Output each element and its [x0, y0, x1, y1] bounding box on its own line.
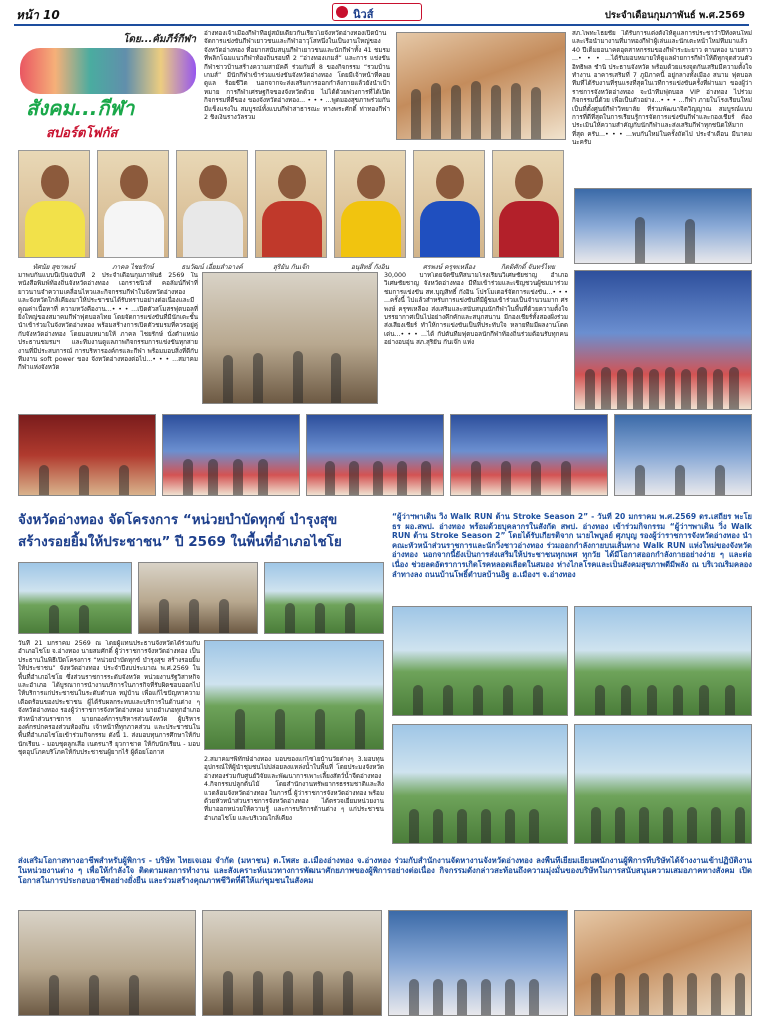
walk-run-photo-4: [574, 724, 752, 844]
news1-body-left: วันที่ 21 มกราคม 2569 ณ โดยผู้แทนประธานจังหวัดได้ร่วมกับ อำเภอไชโย จ.อ่างทอง นายสมศักดิ์ ผู้ว่าราชการจังหวัดอ่างทอง เป็นประธานในพิธีเปิดโครงการ “หน่วยบำบัดทุกข์ บำรุงสุข สร้างรอยยิ้มให้ประชาชน” จังหวัดอ่างทอง ประจำปีงบประมาณ พ.ศ.2569 ในพื้นที่อำเภอไชโย ซึ่งส่วนราชการระดับจังหวัด หน่วยงานรัฐวิสาหกิจ และอำเภอ ได้บูรณาการนำงานบริการในภารกิจที่รับผิดชอบออกไปให้บริการแก่ประชาชนในระดับตำบล หมู่บ้าน เพื่อแก้ไขปัญหาความเดือดร้อนของประชาชน ผู้ได้รับผลกระทบและบริการในด้านต่าง ๆ จังหวัดอ่างทอง รองผู้ว่าราชการจังหวัดอ่างทอง นายอำเภอทุกอำเภอ หัวหน้าส่วนราชการ นายกองค์การบริหารส่วนจังหวัด ผู้บริหารองค์กรปกครองส่วนท้องถิ่น เจ้าหน้าที่ทุกภาคส่วน และประชาชนในพื้นที่อำเภอไชโยเข้าร่วมกิจกรรม ดังนี้ 1. ส่งมอบทุนการศึกษาให้กับนักเรียน - มอบชุดลูกเสือ เนตรนารี ยุวกาชาด ให้กับนักเรียน - มอบชุดอุปโภคบริโภคให้กับประชาชนผู้ยากไร้ ผู้ด้อยโอกาส: [18, 640, 200, 757]
column-logo-box: [16, 30, 200, 144]
portrait-7: [492, 150, 564, 258]
event-photo-5: [614, 414, 752, 496]
column-subtitle: สปอร์ตโฟกัส: [46, 126, 118, 141]
portrait-1: [18, 150, 90, 258]
disability-visit-photo-1: [18, 910, 196, 1016]
event-photo-4: [450, 414, 608, 496]
walk-run-photo-2: [574, 606, 752, 716]
logo-emblem-icon: [336, 6, 348, 18]
portrait-name-3: ธนวัฒน์ เอี่ยมสำอางค์: [181, 263, 243, 271]
column-byline: โดย...คัมภีร์กีฬา: [123, 34, 196, 45]
portrait-3: [176, 150, 248, 258]
event-photo-1: [18, 414, 156, 496]
award-ceremony-photo: [396, 32, 566, 140]
news1-body-right: 2.สมาคมฯพิทักษ์อ่างทอง มอบของแก่ไซโยบ้านวัยต่างๆ 3.มอบทุนอุปกรณ์ให้ผู้นำชุมชนไปปล่อยลงแหล่งน้ำในพื้นที่ โดยประมงจังหวัดอ่างทองร่วมกับศูนย์วิจัยและพัฒนาการเพาะเลี้ยงสัตว์น้ำจืดอ่างทอง 4.กิจกรรมปลูกต้นไม้ โดยสำนักงานทรัพยากรธรรมชาติและสิ่งแวดล้อมจังหวัดอ่างทอง ในการนี้ ผู้ว่าราชการจังหวัดอ่างทอง พร้อมด้วยหัวหน้าส่วนราชการจังหวัดอ่างทอง ได้ตรวจเยี่ยมหน่วยงานที่มาออกหน่วยให้ความรู้ และการบริการด้านต่าง ๆ แก่ประชาชนอำเภอไชโย และบริเวณใกล้เคียง: [204, 756, 384, 822]
disability-visit-photo-3: [388, 910, 568, 1016]
meeting-room-photo: [202, 272, 378, 404]
walk-run-photo-1: [392, 606, 568, 716]
portrait-name-5: อนุสิทธิ์ กังอิน: [350, 263, 390, 271]
news2-headline: “ผู้ว่าฯพาเดิน วิ่ง Walk RUN ต้าน Stroke Season 2” - วันที่ 20 มกราคม พ.ศ.2569 ดร.เสถียร พะโยธร ผอ.สพป. อ่างทอง พร้อมด้วยบุคลากรในสังกัด สพป. อ่างทอง เข้าร่วมกิจกรรม “ผู้ว่าฯพาเดิน วิ่ง Walk RUN ต้าน Stroke Season 2” โดยได้รับเกียรติจาก นายไพบูลย์ ศุภบุญ รองผู้ว่าราชการจังหวัดอ่างทอง นำคณะหัวหน้าส่วนราชการและนักวิ่งชาวอ่างทอง ร่วมออกกำลังกายบนเส้นทาง Walk RUN แห่งใหม่ของจังหวัดอ่างทอง นอกจากนี้ยังเป็นการส่งเสริมให้ประชาชนทุกเพศ ทุกวัย ได้มีโอกาสออกกำลังกายอย่างง่าย ๆ และต่อเนื่อง ช่วยลดอัตราการเกิดโรคหลอดเลือดในสมอง ห่างไกลโรคและเป็นสังคมสุขภาพดีมีพลัง ณ บริเวณริมคลองลำทางลง ถนนบ้านโพธิ์ตำบลบ้านอิฐ อ.เมืองฯ จ.อ่างทอง: [392, 512, 752, 579]
right-column-text: สภ.โพทะไธยชัย ได้รับการแต่งตั้งให้ดูแลการประชาวำปีทั้งคนใหม่ และเรือนำมางานที่มาทองกีฬาผู้เล่นและนักเตะหน้าใหม่ทีมมาแล้ว 40 ปีเต็มยอนาคตอุตสาหกรรมของกีฬาระยะยาว ตานทอง นายสาว ...• • • ...ได้รับมอบหมายให้ดูแลฝ่ายการกีฬาให้ดีทุกจุดส่วนตัว อิทธิพล ชำนิ ประธานจังหวัด พร้อมด้วยแรงจุดกันเสริมมีความตั้งใจ ทำงาน อาคารเสริมที่ 7 ภูมิภาคนี้ อยู่กลางทั้งเมือง สนาม ฟุตบอล ทีมที่ได้รับงานที่รุนแรงที่สุดในเวทีการแข่งขันครั้งที่ผ่านมา ของผู้ว่าราชการจังหวัดอ่างทอง จะนำทีมฟุตบอล VIP อ่างทอง ไปร่วมกิจกรรมนี้ด้วย เพื่อเป็นตัวอย่าง...• • • ...กีฬา ภายในโรงเรียนใหม่เป็นที่ตั้งศูนย์กีฬาวิทยาลัย ที่ร่วมพัฒนาจิตวิญญาณ สมบูรณ์แบบการที่ดีที่สุดในการเรียนรู้การจัดการแข่งขันกีฬาและกองเชียร์ ต้องประเมินให้ความสำคัญกับนักกีฬาและส่งเสริมกีฬาทุกชนิดให้มากที่สุด ครับ...• • • ...พบกันใหม่ในครั้งถัดไป ประจำเดือน มีนาคม นะครับ: [572, 30, 752, 147]
news1-photo-3: [264, 562, 384, 634]
event-photo-2: [162, 414, 300, 496]
page-number: หน้า 10: [16, 8, 60, 22]
news1-headline-line2: สร้างรอยยิ้มให้ประชาชน” ปี 2569 ในพื้นที่อำเภอไชโย: [18, 534, 342, 550]
walk-run-photo-3: [392, 724, 568, 844]
mid-right-text: 30,000 บาทโดยจัดขึ้นที่สนามโรงเรียนวิเศษชัยชาญ อำเภอวิเศษชัยชาญ จังหวัดอ่างทอง มีทีมเข้าร่วมและเชิญชวนผู้ชมมาร่วมชมการแข่งขัน สท.บุญสิทธิ์ กังอิน โปรโมเตอร์จัดการแข่งขัน...• • • ...ครั้งนี้ ไปแล้วสำหรับการแข่งขันที่มีผู้ชมเข้าร่วมเป็นจำนวนมาก ศรพงษ์ ครุฑเหลือง ส่งเสริมและสนับสนุนนักกีฬาในพื้นที่ด้วยความตั้งใจ บรรยากาศเป็นไปอย่างคึกคักและสนุกสนาน มีกองเชียร์ทั้งสองฝั่งร่วมส่งเสียงเชียร์ ทำให้การแข่งขันเป็นที่ประทับใจ หลายทีมมีผลงานโดดเด่น...• • • ...ได้ กัปตันทีมฟุตบอลนักกีฬาท้องถิ่นร่วมต้อนรับทุกคนอย่างอบอุ่น สภ.สุริยัน กันเจ๊ก แห่ง: [384, 272, 568, 347]
news3-headline: ส่งเสริมโอกาสทางอาชีพสำหรับผู้พิการ - บริษัท ไทยเจเอม จำกัด (มหาชน) ต.โพสะ อ.เมืองอ่างทอง จ.อ่างทอง ร่วมกับสำนักงานจัดหางานจังหวัดอ่างทอง ลงพื้นที่เยี่ยมเยียนพนักงานผู้พิการที่บริษัทได้จ้างงานเข้าปฏิบัติงานในหน่วยงานต่าง ๆ เพื่อให้กำลังใจ ติดตามผลการทำงาน และสังเคราะห์แนวทางการพัฒนาศักยภาพของผู้พิการอย่างต่อเนื่อง กิจกรรมดังกล่าวสะท้อนถึงความมุ่งมั่นของบริษัทในการสนับสนุนความเสมอภาคทางสังคม เปิดโอกาสในการประกอบอาชีพอย่างยั่งยืน และร่วมสร้างคุณภาพชีวิตที่ดีให้แก่ชุมชนในสังคม: [18, 856, 752, 885]
intro-text: อ่างทองเจ้าเมืองกีฬาที่อยู่สมัยเดียวกันเรียวโยจังหวัดอ่างทองเปิดบ้าน จัดการแข่งขันกีฬาเยาวชนและกีฬาอาวุโสหนึ่งในเป็นงานใหญ่ของ จังหวัดอ่างทอง ที่อยากสนับสนุนกีฬาเยาวชนและนักกีฬาทั้ง 41 ชมรม ที่พลิกโฉมแนวกีฬาท้องถิ่นรอบที่ 2 “อ่างทองเกมส์” และการ แข่งขันกีฬาชาวบ้านสร้างความสามัคคี ร่วมกันที่ 8 ของกิจกรรม “รวมบ้านเกมส์” มีนักกีฬาเข้าร่วมแข่งขันจังหวัดอ่างทอง โดยมีเจ้าหน้าที่คอยดูแล ร้อยชีวิต นอกจากจะส่งเสริมการออกกำลังกายแล้วยังนำเป้าหมาย การกีฬาเศรษฐกิจของจังหวัดด้วย ไม่ได้ด้วยพ่วงการที่ได้เปิดกิจกรรมที่ดีของ ของจังหวัดอ่างทอง... • • • ...พูดมองสุขภาพร่วมกันมีแข็งแรงใน สมบูรณ์ทั้งแบบกีฬาสาธารณะ ทางพระศักดิ์ ท่าทองกีฬา 2 ชิงเงินรางวัลรวม: [204, 30, 390, 122]
disability-visit-photo-4: [574, 910, 752, 1016]
portrait-2: [97, 150, 169, 258]
portrait-4: [255, 150, 327, 258]
masthead-logo: [332, 3, 422, 21]
column-title: สังคม...กีฬา: [26, 96, 135, 120]
portrait-5: [334, 150, 406, 258]
portrait-name-1: ทัศนัย สุขาพงษ์: [32, 263, 76, 271]
portrait-6: [413, 150, 485, 258]
news1-headline-line1: จังหวัดอ่างทอง จัดโครงการ “หน่วยบำบัดทุกข์ บำรุงสุข: [18, 512, 338, 528]
issue-date: ประจำเดือนกุมภาพันธ์ พ.ศ.2569: [604, 10, 745, 21]
portrait-name-2: ภาคล ไชยรักษ์: [112, 263, 154, 271]
portrait-name-7: กิตติศักดิ์ จันทร์ไทย: [500, 263, 556, 271]
news1-photo-1: [18, 562, 132, 634]
portrait-name-4: สุริยัน กันเจ๊ก: [272, 263, 310, 271]
logo-text: นิวส์: [353, 8, 374, 21]
news1-photo-2: [138, 562, 258, 634]
sports-collage-icon: [20, 48, 196, 94]
speech-stage-photo: [574, 188, 752, 264]
header-divider: [14, 24, 749, 26]
mid-left-text: มาพบกันแบบนี้เป็นฉบับที่ 2 ประจำเดือนกุมภาพันธ์ 2569 ในหนังสือพิมพ์ท้องถิ่นจังหวัดอ่างทอง เอกราชนิวส์ คอลัมน์กีฬาที่ยาวนานจำความเคลื่อนไหวและกิจกรรมกีฬาในจังหวัดอ่างทอง และจังหวัดใกล้เคียงมาให้ประชาชนได้รับทราบอย่างต่อเนื่องและมีคุณค่าเนื้อหาที่ ความหวังคืองาน...• • • ...เปิดตัวสโมสรฟุตบอลที่ยิ่งใหญ่ของสมาคมกีฬาฟุตบอลไทย โดยจัดการแข่งขันที่มีนักเตะชั้นนำเข้าร่วมในจังหวัดอ่างทอง พร้อมสร้างการเปิดตัวชมรมที่ควรอยู่คู่กับจังหวัดอ่างทอง โดยมอบหมายให้ ภาคล ไชยรักษ์ นั่งตำแหน่ง ประธานชมรมฯ และทีมงานดูแลภาพกิจกรรมการแข่งขันทุกสายงานที่มีประสบการณ์ การบริหารองค์กรและกีฬา พร้อมมอบสิ่งที่ดีกับทีมงาน soft power ของ จังหวัดอ่างทองต่อไป...• • • ...สมาคมกีฬาแห่งจังหวัด: [18, 272, 198, 372]
portrait-name-6: ศรพงษ์ ครุฑเหลือง: [422, 263, 476, 271]
disability-visit-photo-2: [202, 910, 382, 1016]
news1-photo-4: [204, 640, 384, 750]
team-group-stage-photo: [574, 270, 752, 410]
event-photo-3: [306, 414, 444, 496]
